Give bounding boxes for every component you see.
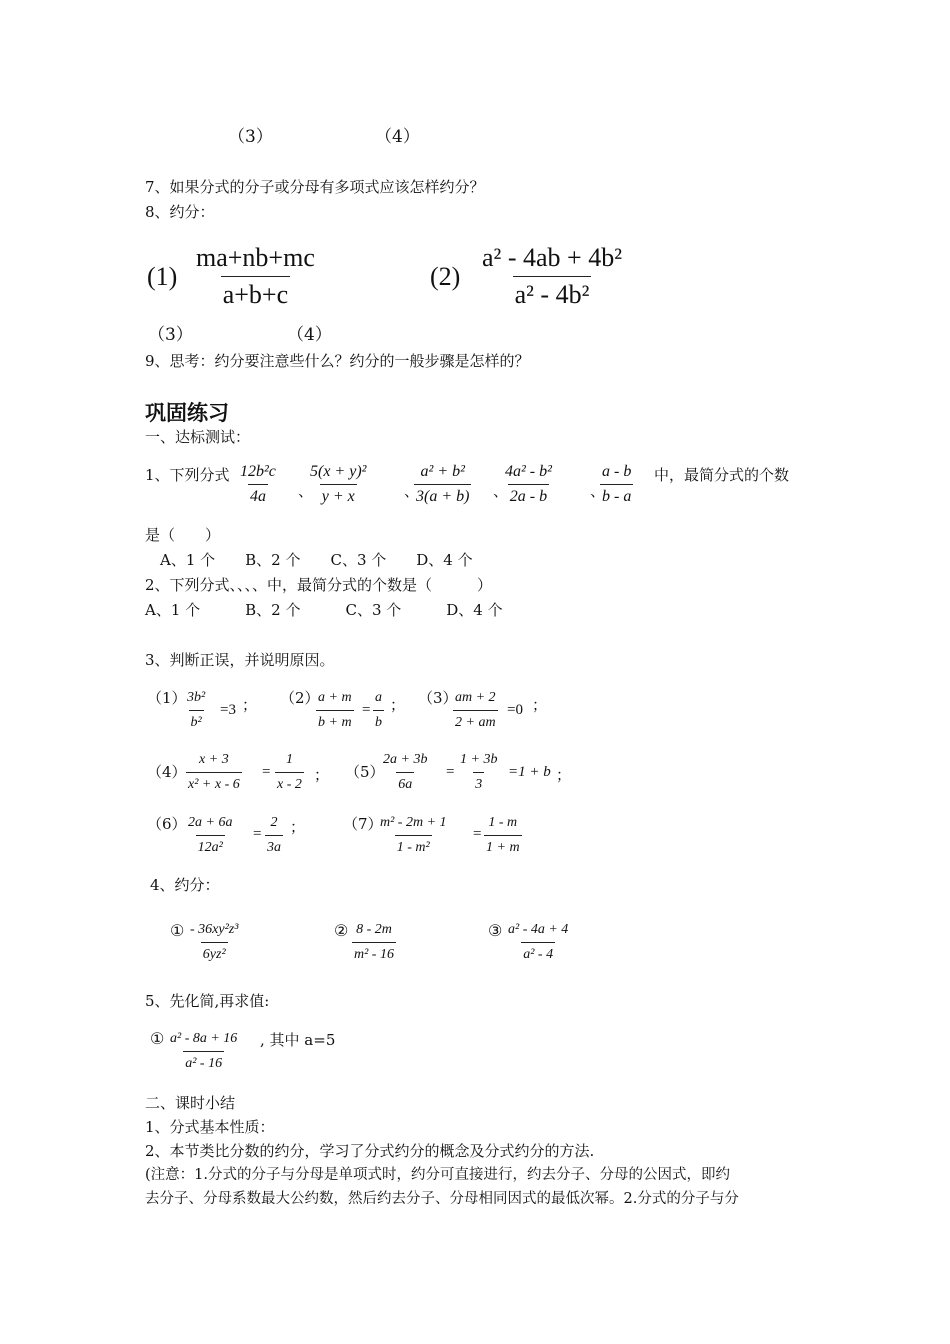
- q8-fraction-1: [194, 240, 317, 313]
- p5-label: ①: [150, 1029, 165, 1048]
- denominator: 3: [473, 772, 484, 797]
- denominator: 2 + am: [453, 710, 498, 735]
- p4-label-1: ①: [170, 921, 185, 940]
- label-3-q8: （3）: [148, 325, 193, 345]
- p3-5-end: ；: [556, 768, 572, 784]
- p3-1-end: ；: [242, 698, 258, 714]
- p1-suffix: 中，最简分式的个数: [654, 466, 790, 484]
- label-4-q8: （4）: [287, 325, 332, 345]
- p1-fraction-3: [414, 460, 471, 509]
- p1-line2: 是（ ）: [145, 526, 221, 544]
- p3-1-rhs: =3: [220, 702, 236, 718]
- denominator: a+b+c: [221, 276, 290, 313]
- p3-title: 3、判断正误，并说明原因。: [145, 651, 335, 669]
- numerator: a: [375, 690, 382, 705]
- question-9: 9、思考：约分要注意些什么？约分的一般步骤是怎样的？: [145, 352, 530, 370]
- p3-label-7: （7）: [343, 815, 383, 833]
- p1-sep-2: 、: [404, 482, 420, 500]
- numerator: a - b: [602, 463, 632, 480]
- denominator: b - a: [600, 484, 633, 509]
- numerator: 2: [270, 815, 278, 830]
- p3-6-lhs: [186, 811, 234, 860]
- p3-2-rhs: [373, 686, 384, 735]
- numerator: 2a + 6a: [188, 815, 233, 830]
- p4-title: 4、约分：: [150, 876, 220, 894]
- denominator: x² + x - 6: [186, 772, 242, 797]
- p3-7-rhs: [484, 811, 522, 860]
- p5-fraction: [168, 1027, 239, 1076]
- numerator: ma+nb+mc: [196, 243, 315, 272]
- numerator: 5(x + y)²: [310, 463, 367, 480]
- p1-fraction-4: [503, 460, 554, 509]
- p5-condition: , 其中 a=5: [260, 1031, 336, 1049]
- denominator: 6a: [396, 772, 414, 797]
- q8-label-2: (2): [430, 262, 461, 291]
- p1-fraction-1: [238, 460, 278, 509]
- q8-fraction-2: [480, 240, 624, 313]
- p1-sep-3: 、: [493, 482, 509, 500]
- p3-4-lhs: [186, 748, 242, 797]
- p3-6-end: ；: [290, 820, 306, 836]
- numerator: a² - 8a + 16: [170, 1031, 238, 1046]
- p3-7-lhs: [378, 811, 449, 860]
- numerator: a² - 4a + 4: [508, 922, 569, 937]
- p2-options: A、1 个 B、2 个 C、3 个 D、4 个: [145, 601, 503, 619]
- p4-label-3: ③: [488, 921, 503, 940]
- denominator: a² - 16: [183, 1051, 224, 1076]
- p3-5-rhs2: =1 + b: [508, 764, 551, 780]
- denominator: 3(a + b): [414, 484, 471, 509]
- summary-line-2: 2、本节类比分数的约分，学习了分式约分的概念及分式约分的方法.: [145, 1142, 595, 1160]
- denominator: 3a: [265, 835, 283, 860]
- denominator: 1 - m²: [395, 835, 432, 860]
- question-8: 8、约分：: [145, 203, 215, 221]
- denominator: b: [373, 710, 384, 735]
- p3-6-rhs: [265, 811, 283, 860]
- numerator: a² - 4ab + 4b²: [482, 243, 622, 272]
- numerator: 1 + 3b: [460, 752, 498, 767]
- numerator: 1: [285, 752, 293, 767]
- p3-label-2: （2）: [280, 689, 320, 707]
- p4-fraction-2: [352, 918, 396, 967]
- numerator: 3b²: [187, 690, 206, 705]
- numerator: x + 3: [199, 752, 229, 767]
- p1-sep-1: 、: [298, 482, 314, 500]
- section-title: 巩固练习: [145, 401, 229, 425]
- p3-label-3: （3）: [418, 689, 458, 707]
- p4-fraction-3: [506, 918, 570, 967]
- denominator: a² - 4: [521, 942, 555, 967]
- denominator: m² - 16: [352, 942, 396, 967]
- denominator: 2a - b: [508, 484, 549, 509]
- p1-fraction-5: [600, 460, 633, 509]
- numerator: m² - 2m + 1: [380, 815, 447, 830]
- subsection-1: 一、达标测试：: [145, 428, 251, 446]
- p3-2-end: ；: [390, 698, 406, 714]
- denominator: b²: [189, 710, 204, 735]
- p3-5-rhs: [458, 748, 499, 797]
- p3-5-lhs: [381, 748, 429, 797]
- p3-3-end: ；: [532, 698, 548, 714]
- numerator: - 36xy²z³: [190, 922, 239, 937]
- p1-options: A、1 个 B、2 个 C、3 个 D、4 个: [160, 551, 473, 569]
- p3-label-5: （5）: [345, 763, 385, 781]
- denominator: a² - 4b²: [513, 276, 592, 313]
- numerator: 4a² - b²: [505, 463, 552, 480]
- numerator: a² + b²: [420, 463, 465, 480]
- p3-label-1: （1）: [147, 689, 187, 707]
- equals: =: [446, 764, 455, 780]
- numerator: 1 - m: [488, 815, 518, 830]
- denominator: x - 2: [275, 772, 304, 797]
- summary-line-4: 去分子、分母系数最大公约数，然后约去分子、分母相同因式的最低次幂。2.分式的分子与分: [145, 1191, 739, 1207]
- denominator: y + x: [320, 484, 357, 509]
- numerator: 8 - 2m: [356, 922, 392, 937]
- label-3-top: （3）: [228, 127, 273, 147]
- p4-label-2: ②: [334, 921, 349, 940]
- numerator: a + m: [318, 690, 352, 705]
- p3-3-lhs: [453, 686, 498, 735]
- p3-3-rhs: =0: [507, 702, 523, 718]
- p1-sep-4: 、: [590, 482, 606, 500]
- p3-label-4: （4）: [147, 763, 187, 781]
- p5-title: 5、先化简,再求值:: [145, 992, 270, 1010]
- q8-label-1: (1): [147, 262, 178, 291]
- denominator: 4a: [248, 484, 268, 509]
- p3-2-lhs: [316, 686, 354, 735]
- summary-line-1: 1、分式基本性质：: [145, 1118, 275, 1136]
- p1-fraction-2: [308, 460, 368, 509]
- p1-prefix: 1、下列分式: [145, 466, 230, 484]
- equals: =: [362, 702, 371, 718]
- denominator: 6yz²: [201, 942, 228, 967]
- p2-text: 2、下列分式、、、、中，最简分式的个数是（ ）: [145, 576, 493, 594]
- summary-title: 二、课时小结: [145, 1094, 236, 1112]
- p4-fraction-1: [188, 918, 240, 967]
- denominator: 1 + m: [484, 835, 522, 860]
- p3-4-rhs: [275, 748, 304, 797]
- numerator: 2a + 3b: [383, 752, 428, 767]
- summary-line-3: (注意：1.分式的分子与分母是单项式时，约分可直接进行，约去分子、分母的公因式，即约: [145, 1167, 730, 1183]
- numerator: 12b²c: [240, 463, 276, 480]
- equals: =: [253, 826, 262, 842]
- p3-1-lhs: [185, 686, 207, 735]
- p3-label-6: （6）: [147, 815, 187, 833]
- numerator: am + 2: [455, 690, 496, 705]
- question-7: 7、如果分式的分子或分母有多项式应该怎样约分？: [145, 178, 485, 196]
- denominator: b + m: [316, 710, 354, 735]
- denominator: 12a²: [196, 835, 225, 860]
- equals: =: [262, 764, 271, 780]
- equals: =: [473, 826, 482, 842]
- p3-4-end: ；: [314, 768, 330, 784]
- label-4-top: （4）: [375, 127, 420, 147]
